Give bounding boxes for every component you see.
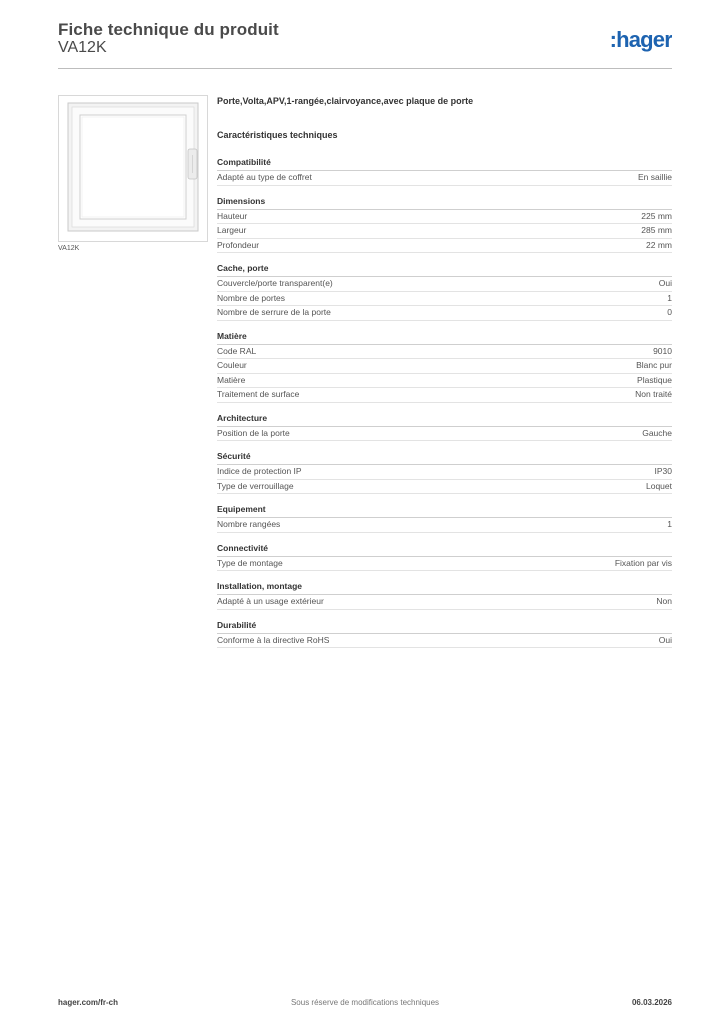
- spec-group-title: Sécurité: [217, 450, 672, 465]
- spec-value: 22 mm: [646, 239, 672, 250]
- spec-label: Hauteur: [217, 210, 248, 221]
- spec-label: Conforme à la directive RoHS: [217, 634, 330, 645]
- spec-value: IP30: [654, 466, 672, 476]
- spec-value: Blanc pur: [636, 360, 672, 370]
- spec-row: [217, 277, 672, 292]
- spec-value: 9010: [653, 345, 672, 356]
- spec-row: [217, 634, 672, 649]
- spec-group-title: Cache, porte: [217, 262, 672, 277]
- footer-website: hager.com/fr-ch: [58, 998, 119, 1007]
- spec-group-title: Matière: [217, 330, 672, 345]
- spec-value: Loquet: [646, 480, 672, 491]
- footer-disclaimer: Sous réserve de modifications techniques: [290, 998, 440, 1007]
- product-description: Porte,Volta,APV,1-rangée,clairvoyance,avec plaque de porte: [217, 96, 474, 106]
- spec-row: [217, 595, 672, 610]
- spec-label: Profondeur: [217, 239, 260, 250]
- header-divider: [58, 68, 672, 69]
- spec-label: Traitement de surface: [217, 389, 300, 399]
- spec-value: Oui: [658, 634, 672, 645]
- spec-label: Nombre de serrure de la porte: [217, 307, 331, 317]
- spec-row: [217, 359, 672, 374]
- spec-group-title: Dimensions: [217, 195, 672, 210]
- spec-row: [217, 374, 672, 389]
- spec-label: Adapté à un usage extérieur: [217, 596, 324, 606]
- spec-row: [217, 345, 672, 360]
- spec-label: Matière: [217, 374, 246, 385]
- spec-row: [217, 388, 672, 403]
- spec-groups: [217, 156, 672, 648]
- spec-label: Position de la porte: [217, 427, 290, 438]
- product-reference: VA12K: [58, 39, 107, 56]
- spec-row: [217, 292, 672, 307]
- spec-label: Largeur: [217, 225, 247, 235]
- spec-content: [217, 96, 672, 648]
- tech-specs-title: Caractéristiques techniques: [217, 130, 338, 140]
- spec-label: Indice de protection IP: [217, 466, 302, 476]
- spec-row: [217, 306, 672, 321]
- spec-value: Plastique: [637, 374, 672, 385]
- page-header: [58, 20, 672, 70]
- product-image: [58, 95, 208, 242]
- spec-label: Type de verrouillage: [217, 480, 294, 491]
- spec-value: 1: [667, 519, 672, 529]
- spec-row: [217, 518, 672, 533]
- spec-label: Type de montage: [217, 557, 283, 568]
- page-footer: [58, 998, 672, 1012]
- spec-value: Non: [656, 596, 672, 606]
- spec-group-title: Connectivité: [217, 542, 672, 557]
- spec-value: 0: [667, 307, 672, 317]
- spec-value: Oui: [658, 278, 672, 288]
- spec-row: [217, 480, 672, 495]
- spec-label: Nombre rangées: [217, 519, 281, 529]
- spec-row: [217, 465, 672, 480]
- footer-date: 06.03.2026: [631, 998, 672, 1007]
- spec-row: [217, 239, 672, 254]
- page-title: Fiche technique du produit: [58, 20, 279, 39]
- spec-group-title: Compatibilité: [217, 156, 672, 171]
- spec-value: 1: [667, 292, 672, 303]
- spec-row: [217, 171, 672, 186]
- product-image-caption: VA12K: [58, 245, 80, 252]
- spec-value: 225 mm: [641, 210, 672, 221]
- spec-value: Gauche: [642, 427, 672, 438]
- spec-label: Couvercle/porte transparent(e): [217, 278, 333, 288]
- svg-text::hager: :hager: [609, 27, 672, 52]
- spec-row: [217, 557, 672, 572]
- spec-group-title: Installation, montage: [217, 580, 672, 595]
- spec-value: Fixation par vis: [614, 557, 672, 568]
- spec-group-title: Durabilité: [217, 619, 672, 634]
- hager-logo: [592, 25, 672, 53]
- spec-group-title: Architecture: [217, 412, 672, 427]
- spec-value: 285 mm: [641, 225, 672, 235]
- spec-group-title: Equipement: [217, 503, 672, 518]
- spec-label: Code RAL: [217, 345, 257, 356]
- spec-value: Non traité: [635, 389, 672, 399]
- spec-row: [217, 224, 672, 239]
- spec-value: En saillie: [637, 172, 672, 182]
- spec-row: [217, 427, 672, 442]
- spec-label: Nombre de portes: [217, 292, 286, 303]
- spec-label: Couleur: [217, 360, 247, 370]
- spec-label: Adapté au type de coffret: [217, 172, 312, 182]
- spec-row: [217, 210, 672, 225]
